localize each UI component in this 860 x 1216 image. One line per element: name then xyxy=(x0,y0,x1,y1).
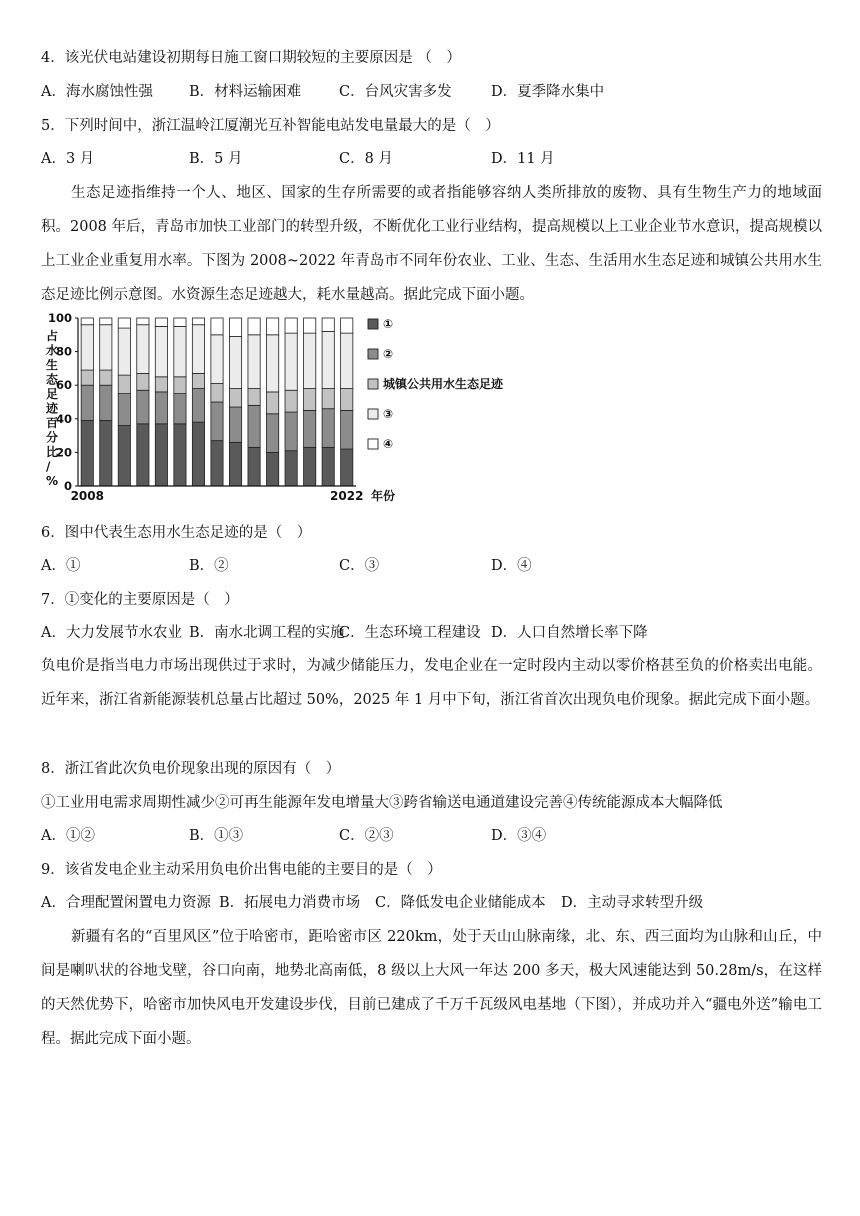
bar-segment-2010-s5 xyxy=(118,318,130,328)
bar-stack-2014 xyxy=(192,318,204,486)
bar-segment-2013-s5 xyxy=(174,318,186,326)
bar-segment-2016-s4 xyxy=(229,336,241,388)
q5-option-a[interactable]: A．3 月 xyxy=(41,151,95,167)
q7-option-c[interactable]: C．生态环境工程建设 xyxy=(339,625,481,641)
q5-options xyxy=(41,149,840,169)
bar-segment-2015-s3 xyxy=(211,384,223,402)
bar-segment-2012-s4 xyxy=(155,326,167,376)
bar-segment-2019-s2 xyxy=(285,412,297,451)
q6-option-a[interactable]: A．① xyxy=(41,558,81,574)
bar-stack-2022 xyxy=(341,318,353,486)
legend-label-4: ③ xyxy=(383,407,394,421)
bar-segment-2019-s5 xyxy=(285,318,297,333)
legend-swatch-2 xyxy=(368,349,378,359)
bar-segment-2013-s1 xyxy=(174,424,186,486)
bar-segment-2016-s5 xyxy=(229,318,241,336)
q4-option-d[interactable]: D．夏季降水集中 xyxy=(491,84,605,100)
bar-segment-2013-s4 xyxy=(174,326,186,376)
q6-option-d[interactable]: D．④ xyxy=(491,558,532,574)
bar-segment-2021-s4 xyxy=(322,331,334,388)
bar-segment-2020-s4 xyxy=(304,333,316,388)
q8-option-a[interactable]: A．①② xyxy=(41,828,95,844)
bar-segment-2018-s2 xyxy=(266,414,278,453)
bar-segment-2008-s2 xyxy=(81,385,93,420)
bar-segment-2012-s2 xyxy=(155,392,167,424)
bar-segment-2013-s3 xyxy=(174,377,186,394)
bar-segment-2017-s2 xyxy=(248,405,260,447)
bar-segment-2017-s4 xyxy=(248,335,260,389)
legend-label-2: ② xyxy=(383,347,394,361)
bar-segment-2020-s2 xyxy=(304,410,316,447)
bar-segment-2008-s5 xyxy=(81,318,93,325)
bar-stack-2011 xyxy=(137,318,149,486)
q8-option-b[interactable]: B．①③ xyxy=(189,828,244,844)
passage-negative-price: 负电价是指当电力市场出现供过于求时，为减少储能压力，发电企业在一定时段内主动以零价格甚至负的价格卖出电能。近年来，浙江省新能源装机总量占比超过 50%，2025 年 1 月中下旬，浙江省首次出现负电价现象。据此完成下面小题。 xyxy=(41,658,822,708)
passage-ecological-footprint: 生态足迹指维持一个人、地区、国家的生存所需要的或者指能够容纳人类所排放的废物、具有生物生产力的地域面积。2008 年后，青岛市加快工业部门的转型升级，不断优化工业行业结构，提高规模以上工业企业节水意识，提高规模以上工业企业重复用水率。下图为 2008~2022 年青岛市不同年份农业、工业、生态、生活用水生态足迹和城镇公共用水生态足迹比例示意图。水资源生态足迹越大，耗水量越高。据此完成下面小题。 xyxy=(41,185,823,303)
passage-wind-zone: 新疆有名的“百里风区”位于哈密市，距哈密市区 220km，处于天山山脉南缘，北、东、西三面均为山脉和山丘，中间是喇叭状的谷地戈壁，谷口向南，地势北高南低，8 级以上大风一年达 200 多天，极大风速能达到 50.28m/s，在这样的天然优势下，哈密市加快风电开发建设步伐，目前已建成了千万千瓦级风电基地（下图），并成功并入“疆电外送”输电工程。据此完成下面小题。 xyxy=(41,929,822,1047)
bar-segment-2013-s2 xyxy=(174,394,186,424)
bar-segment-2015-s5 xyxy=(211,318,223,335)
q8-statements: ①工业用电需求周期性减少②可再生能源年发电增量大③跨省输送电通道建设完善④传统能源成本大幅降低 xyxy=(41,795,723,811)
q9-stem: 9．该省发电企业主动采用负电价出售电能的主要目的是（ ） xyxy=(41,862,442,878)
bar-stack-2015 xyxy=(211,318,223,486)
legend-label-1: ① xyxy=(383,317,394,331)
bar-segment-2022-s5 xyxy=(341,318,353,333)
bar-segment-2010-s1 xyxy=(118,426,130,486)
bar-segment-2020-s3 xyxy=(304,389,316,411)
legend xyxy=(368,317,504,451)
q7-option-b[interactable]: B．南水北调工程的实施 xyxy=(189,625,345,641)
bar-segment-2015-s4 xyxy=(211,335,223,384)
bar-segment-2014-s5 xyxy=(192,318,204,325)
bar-segment-2009-s5 xyxy=(100,318,112,325)
bar-segment-2010-s2 xyxy=(118,394,130,426)
q8-options xyxy=(41,826,840,846)
bar-segment-2012-s5 xyxy=(155,318,167,326)
bar-segment-2016-s2 xyxy=(229,407,241,442)
bar-segment-2018-s4 xyxy=(266,335,278,392)
bar-segment-2018-s1 xyxy=(266,452,278,486)
x-axis-label: 年份 xyxy=(371,489,396,503)
bar-segment-2019-s4 xyxy=(285,333,297,390)
bar-segment-2012-s1 xyxy=(155,424,167,486)
bar-segment-2022-s3 xyxy=(341,389,353,411)
q4-options xyxy=(41,82,840,102)
q8-option-c[interactable]: C．②③ xyxy=(339,828,394,844)
bar-stack-2013 xyxy=(174,318,186,486)
bar-stack-2012 xyxy=(155,318,167,486)
bar-stack-2009 xyxy=(100,318,112,486)
bar-segment-2022-s2 xyxy=(341,410,353,449)
bar-segment-2017-s1 xyxy=(248,447,260,486)
bar-segment-2021-s1 xyxy=(322,447,334,486)
bar-segment-2014-s3 xyxy=(192,373,204,388)
bar-segment-2008-s4 xyxy=(81,325,93,370)
bar-segment-2018-s5 xyxy=(266,318,278,335)
bar-stack-2016 xyxy=(229,318,241,486)
x-tick-label-first: 2008 xyxy=(70,489,104,503)
bars xyxy=(81,318,353,486)
bar-segment-2017-s5 xyxy=(248,318,260,335)
y-tick-label: 0 xyxy=(63,479,72,493)
q6-options xyxy=(41,556,840,576)
bar-stack-2018 xyxy=(266,318,278,486)
bar-segment-2011-s2 xyxy=(137,390,149,424)
y-tick-label: 60 xyxy=(55,378,72,393)
q9-option-a[interactable]: A．合理配置闲置电力资源 xyxy=(41,895,211,911)
q4-option-c[interactable]: C．台风灾害多发 xyxy=(339,84,452,100)
bar-segment-2011-s5 xyxy=(137,318,149,325)
bar-segment-2015-s2 xyxy=(211,402,223,441)
q7-option-a[interactable]: A．大力发展节水农业 xyxy=(41,625,182,641)
q6-stem: 6．图中代表生态用水生态足迹的是（ ） xyxy=(41,525,312,541)
q9-option-b[interactable]: B．拓展电力消费市场 xyxy=(219,895,361,911)
bar-segment-2021-s5 xyxy=(322,318,334,331)
q4-option-a[interactable]: A．海水腐蚀性强 xyxy=(41,84,153,100)
bar-segment-2009-s3 xyxy=(100,370,112,385)
q9-options xyxy=(41,893,840,913)
bar-stack-2017 xyxy=(248,318,260,486)
bar-stack-2021 xyxy=(322,318,334,486)
bar-segment-2016-s1 xyxy=(229,442,241,486)
q5-option-c[interactable]: C．8 月 xyxy=(339,151,393,167)
bar-segment-2018-s3 xyxy=(266,392,278,414)
bar-segment-2008-s3 xyxy=(81,370,93,385)
q7-options xyxy=(41,623,840,643)
bar-segment-2019-s1 xyxy=(285,451,297,486)
bar-stack-2008 xyxy=(81,318,93,486)
bar-segment-2009-s1 xyxy=(100,420,112,486)
q5-option-d[interactable]: D．11 月 xyxy=(491,151,555,167)
y-axis-label-text: 占水生态足迹百分比/ % xyxy=(46,329,59,488)
legend-swatch-4 xyxy=(368,409,378,419)
q4-stem: 4．该光伏电站建设初期每日施工窗口期较短的主要原因是 （ ） xyxy=(41,50,461,66)
y-tick-label: 20 xyxy=(55,445,72,460)
bar-segment-2021-s2 xyxy=(322,409,334,448)
q9-option-c[interactable]: C．降低发电企业储能成本 xyxy=(375,895,546,911)
legend-label-3: 城镇公共用水生态足迹 xyxy=(383,377,504,391)
q5-option-b[interactable]: B．5 月 xyxy=(189,151,243,167)
bar-stack-2010 xyxy=(118,318,130,486)
bar-segment-2017-s3 xyxy=(248,389,260,406)
q8-option-d[interactable]: D．③④ xyxy=(491,828,547,844)
bar-segment-2010-s3 xyxy=(118,375,130,393)
bar-segment-2010-s4 xyxy=(118,328,130,375)
bar-segment-2011-s3 xyxy=(137,373,149,390)
q5-stem: 5．下列时间中，浙江温岭江厦潮光互补智能电站发电量最大的是（ ） xyxy=(41,118,500,134)
bar-segment-2009-s4 xyxy=(100,325,112,370)
bar-segment-2014-s1 xyxy=(192,422,204,486)
y-tick-label: 80 xyxy=(55,344,72,359)
y-tick-label: 100 xyxy=(47,311,72,325)
bar-stack-2020 xyxy=(304,318,316,486)
bar-segment-2014-s4 xyxy=(192,325,204,374)
bar-segment-2014-s2 xyxy=(192,389,204,423)
q4-option-b[interactable]: B．材料运输困难 xyxy=(189,84,302,100)
bar-segment-2009-s2 xyxy=(100,385,112,420)
bar-segment-2022-s4 xyxy=(341,333,353,388)
bar-segment-2020-s5 xyxy=(304,318,316,333)
x-tick-label-last: 2022 xyxy=(330,489,364,503)
legend-label-5: ④ xyxy=(383,437,394,451)
q8-stem: 8．浙江省此次负电价现象出现的原因有（ ） xyxy=(41,761,341,777)
q7-option-d[interactable]: D．人口自然增长率下降 xyxy=(491,625,648,641)
bar-segment-2011-s1 xyxy=(137,424,149,486)
bar-segment-2011-s4 xyxy=(137,325,149,374)
bar-stack-2019 xyxy=(285,318,297,486)
x-axis-ticks xyxy=(71,489,364,503)
q6-option-c[interactable]: C．③ xyxy=(339,558,380,574)
y-tick-label: 40 xyxy=(55,411,72,426)
bar-segment-2012-s3 xyxy=(155,377,167,392)
legend-swatch-5 xyxy=(368,439,378,449)
bar-segment-2021-s3 xyxy=(322,389,334,409)
bar-segment-2019-s3 xyxy=(285,390,297,412)
bar-segment-2022-s1 xyxy=(341,449,353,486)
legend-swatch-3 xyxy=(368,379,378,389)
legend-swatch-1 xyxy=(368,319,378,329)
bar-segment-2015-s1 xyxy=(211,441,223,486)
q9-option-d[interactable]: D．主动寻求转型升级 xyxy=(561,895,704,911)
bar-segment-2020-s1 xyxy=(304,447,316,486)
water-footprint-stacked-bar-chart xyxy=(36,310,526,506)
bar-segment-2016-s3 xyxy=(229,389,241,407)
bar-segment-2008-s1 xyxy=(81,420,93,486)
q6-option-b[interactable]: B．② xyxy=(189,558,229,574)
q7-stem: 7．①变化的主要原因是（ ） xyxy=(41,592,239,608)
